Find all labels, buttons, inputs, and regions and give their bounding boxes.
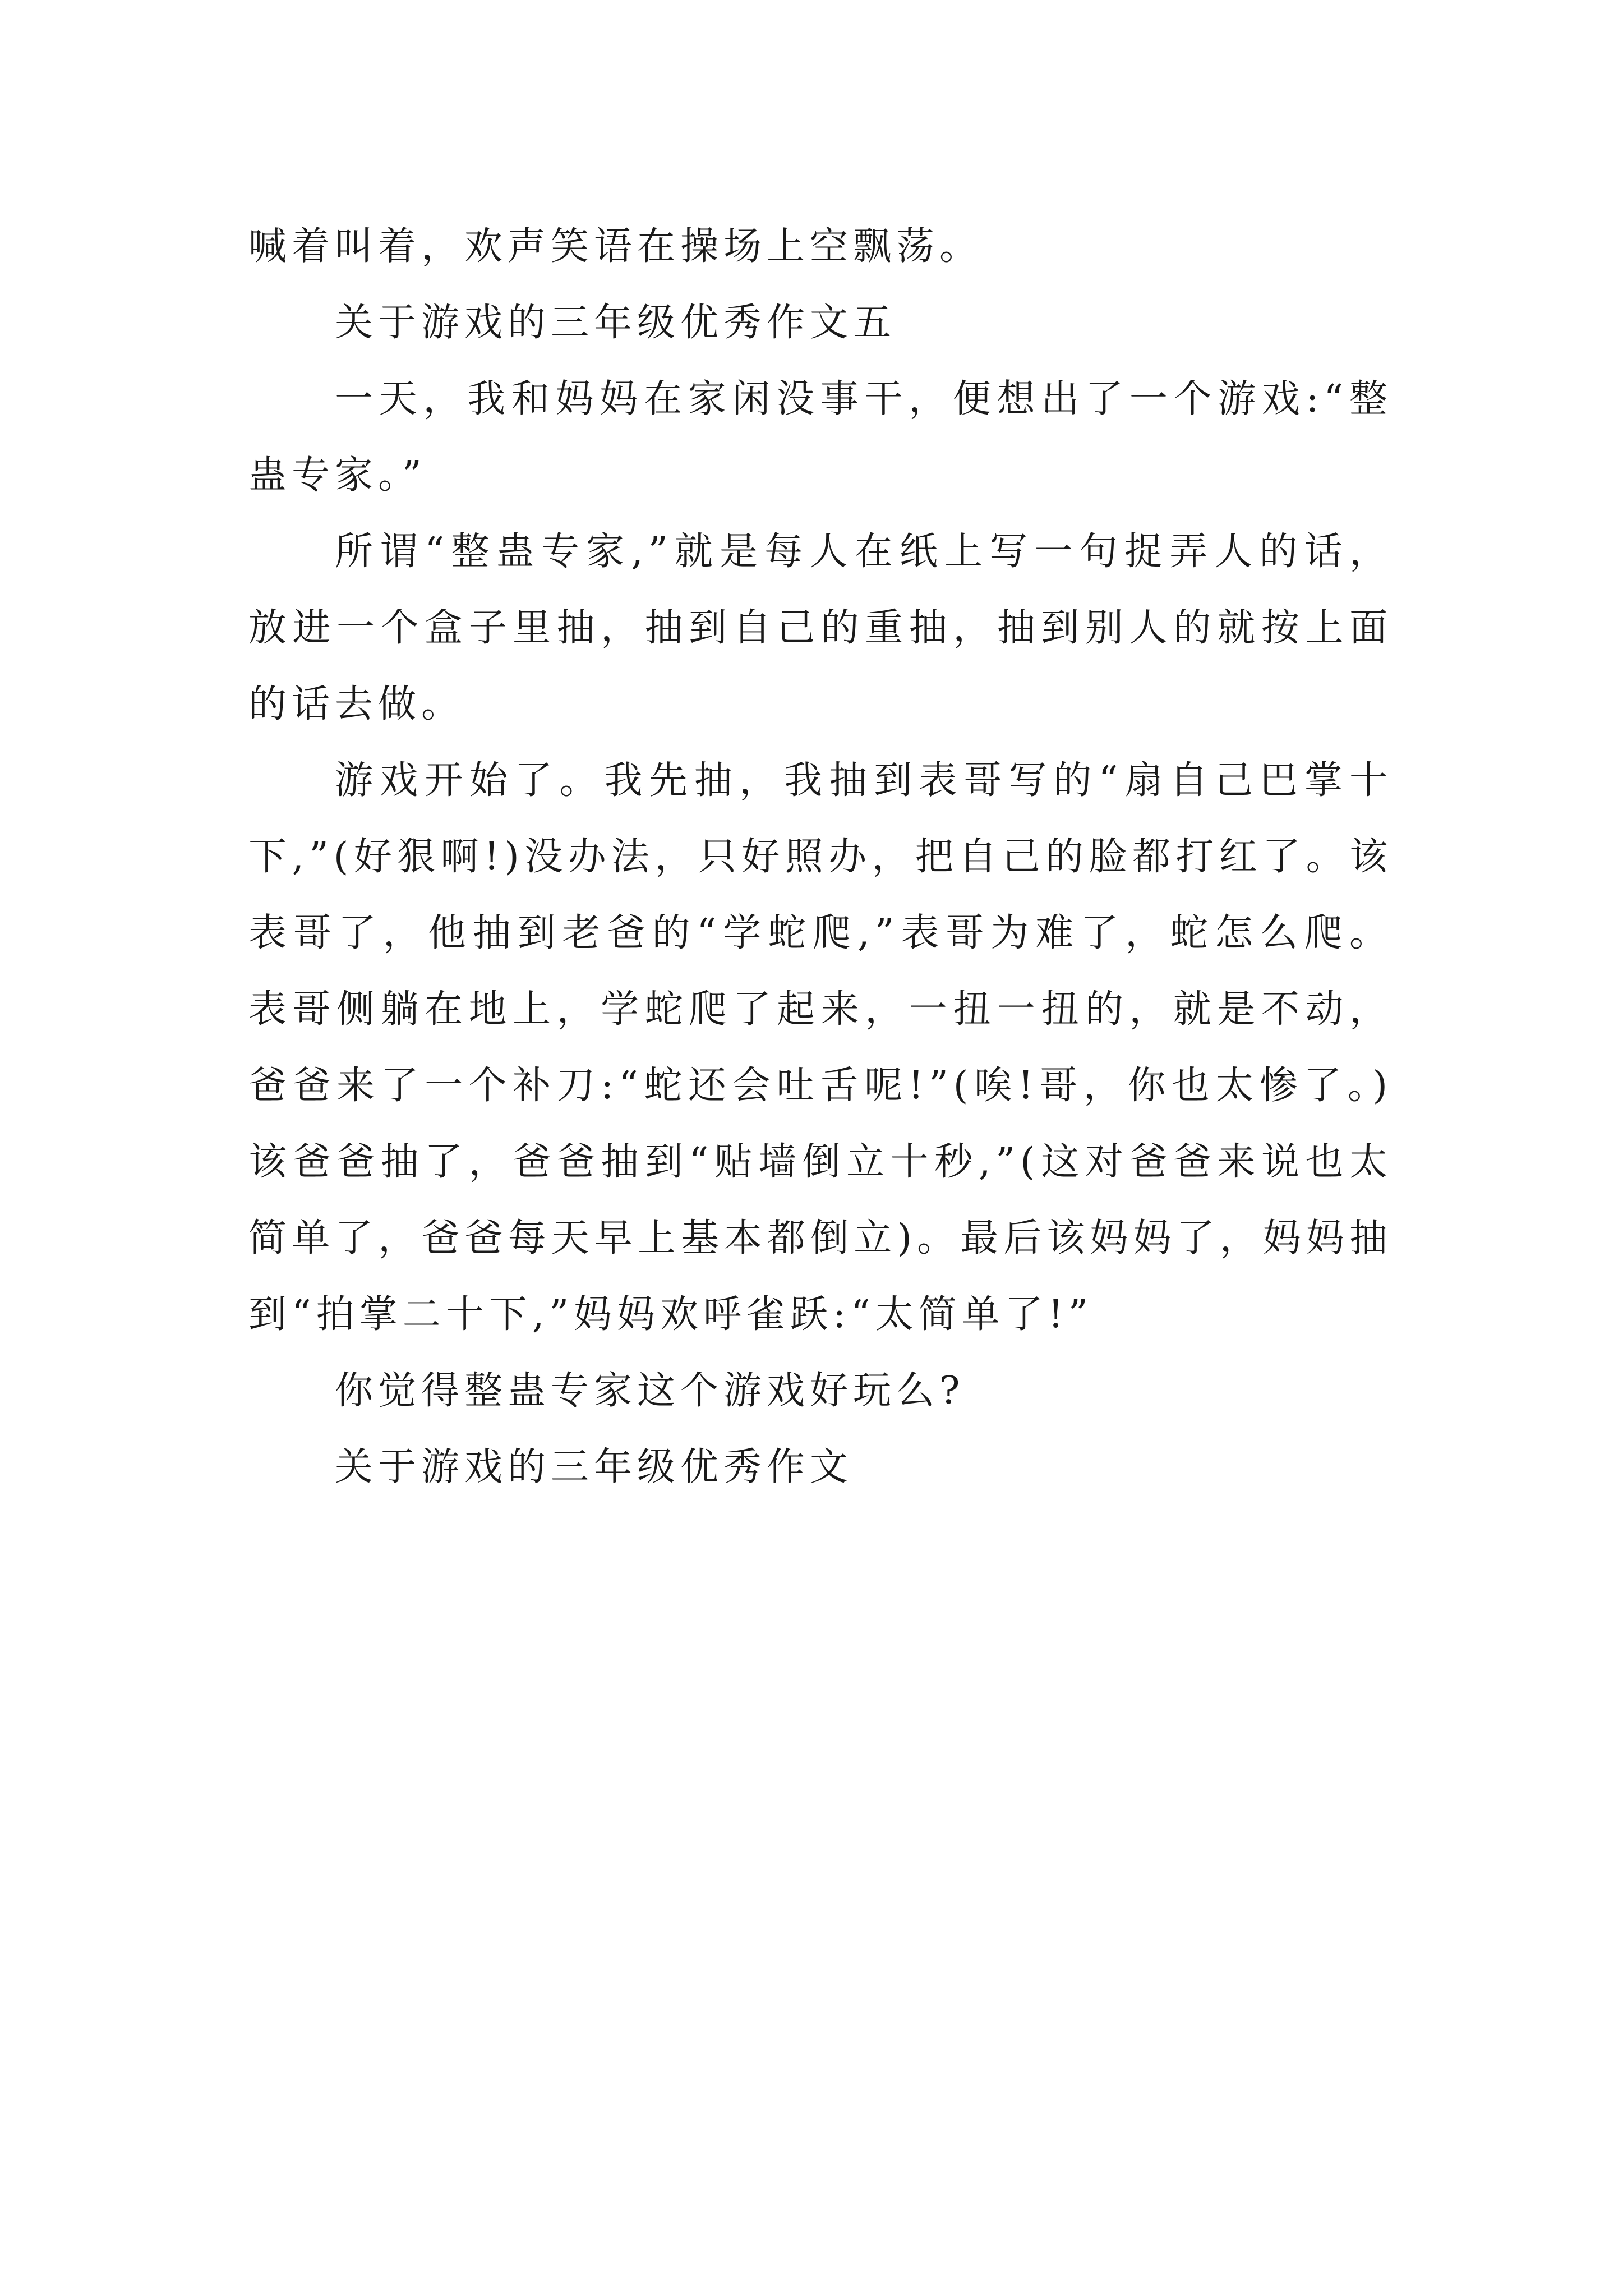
paragraph-continuation: 喊着叫着，欢声笑语在操场上空飘荡。 [248,224,983,269]
closing-title: 关于游戏的三年级优秀作文 [335,1445,854,1489]
paragraph-rules: 所谓“整蛊专家,”就是每人在纸上写一句捉弄人的话，放进一个盒子里抽，抽到自己的重抽，抽到别人的就按上面的话去做。 [248,530,1393,726]
paragraph-question: 你觉得整蛊专家这个游戏好玩么? [335,1369,965,1413]
essay-body [248,209,1393,1506]
paragraph-intro: 一天，我和妈妈在家闲没事干，便想出了一个游戏:“整蛊专家。” [248,377,1393,498]
paragraph-story: 游戏开始了。我先抽，我抽到表哥写的“扇自己巴掌十下,”(好狠啊!)没办法，只好照办，把自己的脸都打红了。该表哥了，他抽到老爸的“学蛇爬,”表哥为难了，蛇怎么爬。表哥侧躺在地上，学蛇爬了起来，一扭一扭的，就是不动，爸爸来了一个补刀:“蛇还会吐舌呢!”(唉!哥，你也太惨了。)该爸爸抽了，爸爸抽到“贴墙倒立十秒,”(这对爸爸来说也太简单了，爸爸每天早上基本都倒立)。最后该妈妈了，妈妈抽到“拍掌二十下,”妈妈欢呼雀跃:“太简单了!” [248,758,1393,1337]
essay-title: 关于游戏的三年级优秀作文五 [335,301,897,345]
